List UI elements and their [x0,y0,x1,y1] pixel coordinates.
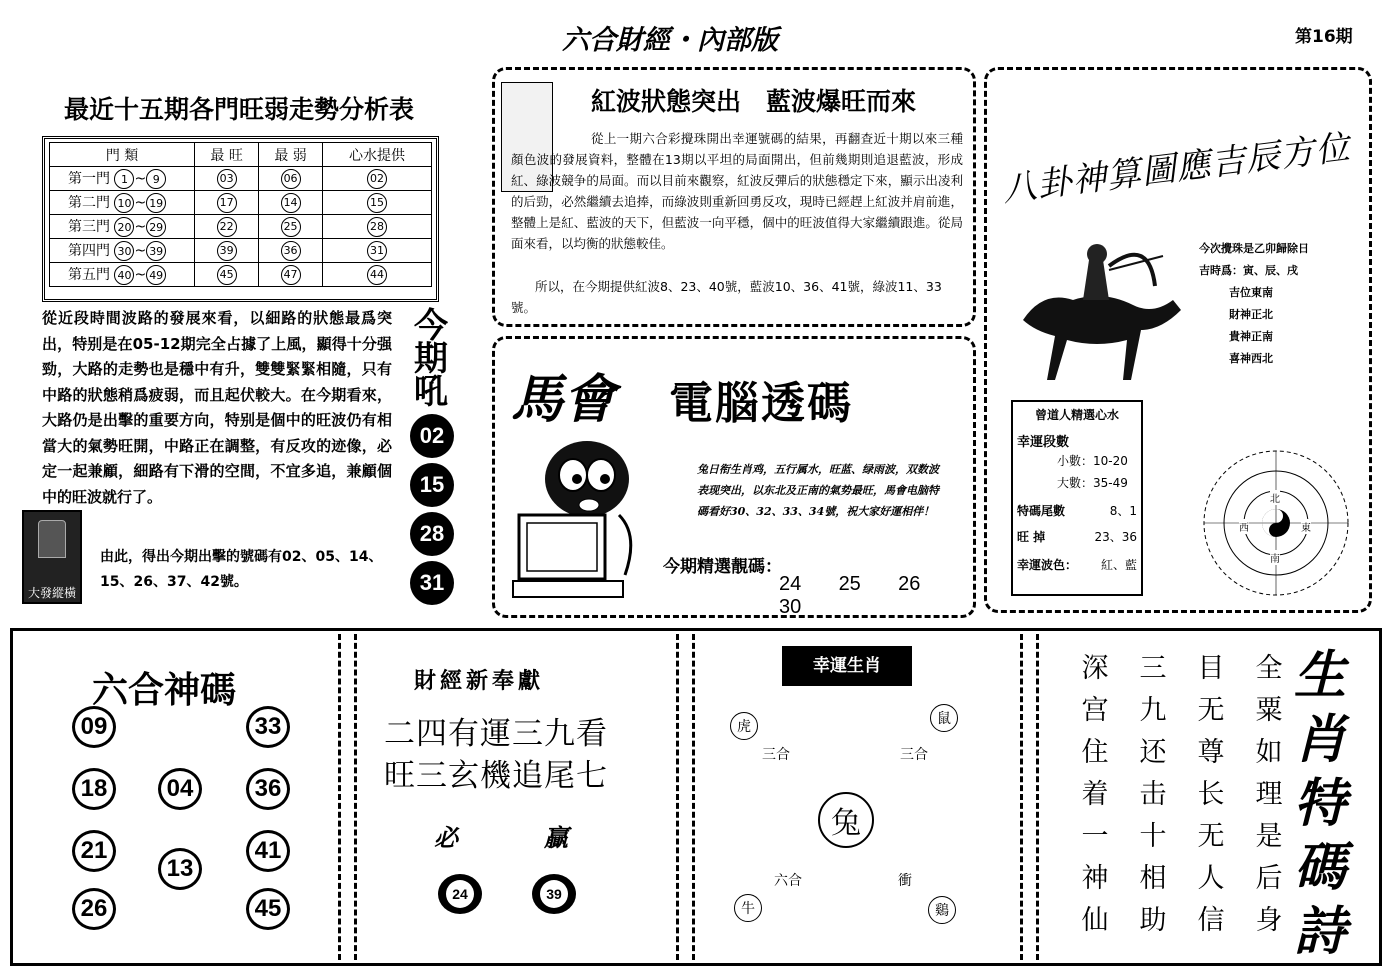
caijing-ball-inner: 39 [540,880,568,908]
gate-name: 第三門 [68,218,110,235]
tip-number: 31 [367,241,387,261]
gate-name: 第一門 [68,170,110,187]
hot-number: 22 [217,217,237,237]
archer-rider-image [1013,230,1203,390]
table-row: 第三門 20 ~ 29 22 25 28 [50,215,432,239]
caijing-ying: 贏 [544,823,568,852]
bagua-line: 吉時爲：寅、辰、戌 [1199,264,1298,277]
computer-number: 26 [898,573,921,595]
divider [1020,634,1023,960]
hot-number: 03 [217,169,237,189]
gate-to: 39 [146,241,166,261]
caijing-ball [532,874,576,914]
zodiac-sanhe-right: 三合 [900,747,928,763]
computer-text: 兔日衔生肖鸡，五行属水，旺蓝、绿雨波，双数波表现突出，以东北及正南的氣势最旺，馬會电脑特碼看好30、32、33、34號，祝大家好運相伴！ [697,463,939,518]
table-row: 第五門 40 ~ 49 45 47 44 [50,263,432,287]
bagua-box [984,67,1372,613]
divider [1036,634,1039,960]
caijing-bi: 必 [434,823,458,852]
trend-title: 最近十五期各門旺弱走勢分析表 [64,95,415,124]
bagua-line: 今次攪珠是乙卯歸除日 [1199,242,1309,255]
trend-header-row [50,143,432,167]
poem-column [1076,648,1114,942]
computer-number: 30 [779,596,802,618]
lucky-color-label: 幸運波色： [1017,558,1078,572]
caijing-ball-inner: 24 [446,880,474,908]
trend-conclusion: 由此，得出今期出擊的號碼有02、05、14、15、26、37、42號。 [100,549,383,590]
zodiac-liuhe: 六合 [774,873,802,889]
poem-title: 生肖特碼詩 [1293,645,1346,962]
computer-numbers [779,573,973,619]
divider [338,634,341,960]
shenma-ball: 21 [72,830,116,872]
caijing-title: 財經新奉獻 [414,668,545,694]
shenma-title: 六合神碼 [92,670,237,711]
shenma-ball: 09 [72,706,116,748]
col-gate: 門 類 [50,143,195,167]
lucky-hot-label: 旺 掉 [1017,530,1046,544]
shenma-ball: 13 [158,848,202,890]
cold-number: 25 [281,217,301,237]
lucky-title: 曾道人精選心水 [1034,408,1119,422]
badge-image [22,510,82,604]
gate-name: 第四門 [68,242,110,259]
wave-box [492,67,976,327]
lucky-color: 紅、藍 [1100,558,1137,572]
caijing-line2: 旺三玄機追尾七 [384,758,608,794]
tip-number: 15 [367,193,387,213]
header-title: 六合財經・內部版 [562,25,778,56]
shenma-ball: 41 [246,830,290,872]
shout-numbers [410,414,454,605]
gate-from: 10 [114,193,134,213]
computer-number: 24 [779,573,802,595]
caijing-line1: 二四有運三九看 [384,716,608,752]
tip-number: 28 [367,217,387,237]
zodiac-ox: 牛 [734,894,762,922]
tip-number: 02 [367,169,387,189]
cold-number: 47 [281,265,301,285]
zodiac-title: 幸運生肖 [782,646,912,686]
poem-column-text: 三九还击十相助 [1139,653,1167,936]
compass-west: 西 [1239,519,1249,534]
zodiac-center-rabbit: 兔 [818,792,874,848]
divider [354,634,357,960]
compass-south: 南 [1270,550,1280,565]
computer-number: 25 [838,573,861,595]
cold-number: 36 [281,241,301,261]
table-row: 第一門 1 ~ 9 03 06 02 [50,167,432,191]
shenma-ball: 04 [158,768,202,810]
lucky-big: 大數：35-49 [1057,476,1128,490]
lucky-card [1011,400,1143,596]
col-tip: 心水提供 [323,143,432,167]
gate-from: 30 [114,241,134,261]
col-hot: 最 旺 [195,143,259,167]
shenma-ball: 33 [246,706,290,748]
zodiac-sanhe-left: 三合 [762,747,790,763]
poem-column-text: 目无尊长无人信 [1197,653,1225,936]
wave-title: 紅波狀態突出 藍波爆旺而來 [591,87,917,116]
cold-number: 14 [281,193,301,213]
gate-to: 49 [146,265,166,285]
lucky-hot: 23、36 [1094,530,1137,544]
shout-label: 今期吼 [414,306,448,412]
trend-table [49,142,432,287]
zodiac-tiger: 虎 [730,712,758,740]
table-row: 第二門 10 ~ 19 17 14 15 [50,191,432,215]
lucky-small: 小數：10-20 [1057,454,1128,468]
shenma-ball: 36 [246,768,290,810]
computer-title-left: 馬會 [511,369,616,430]
bagua-title: 八卦神算圖應吉辰方位 [1000,127,1353,210]
gate-from: 1 [114,169,134,189]
computer-title-right: 電腦透碼 [669,378,853,429]
caijing-ball [438,874,482,914]
poem-column-text: 全粟如理是后身 [1255,653,1283,936]
hot-number: 45 [217,265,237,285]
shout-ball: 31 [410,561,454,605]
hot-number: 17 [217,193,237,213]
computer-box [492,336,976,618]
wave-tip: 所以，在今期提供紅波8、23、40號，藍波10、36、41號，綠波11、33號。 [511,279,942,315]
divider [692,634,695,960]
gate-name: 第二門 [68,194,110,211]
gate-from: 20 [114,217,134,237]
gate-from: 40 [114,265,134,285]
shout-ball: 02 [410,414,454,458]
zodiac-rooster: 鷄 [928,896,956,924]
divider [676,634,679,960]
poem-column-text: 深宫住着一神仙 [1081,653,1109,936]
gate-to: 29 [146,217,166,237]
issue-number: 第16期 [1295,27,1353,47]
trend-analysis: 從近段時間波路的發展來看，以細路的狀態最爲突出，特别是在05-12期完全占據了上風，顯得十分强勁，大路的走勢也是穩中有升，雙雙緊緊相隨，只有中路的狀態稍爲疲弱，而且起伏較大。在今期看來，大路仍是出擊的重要方向，特别是個中的旺波仍有相當大的氣勢旺開，中路正在調整，有反攻的迹像，必定一起兼顧，細路有下滑的空間，不宜多追，兼顧個中的旺波就行了。 [42,309,392,506]
bagua-line: 財神正北 [1229,308,1273,321]
poem-columns [1076,648,1288,942]
hot-number: 39 [217,241,237,261]
poem-column [1250,648,1288,942]
table-row: 第四門 30 ~ 39 39 36 31 [50,239,432,263]
bagua-line: 吉位東南 [1229,286,1273,299]
poem-column [1134,648,1172,942]
gate-name: 第五門 [68,266,110,283]
computer-label: 今期精選靚碼： [663,557,782,577]
cold-number: 06 [281,169,301,189]
compass-east: 東 [1301,519,1311,534]
bagua-line: 喜神西北 [1229,352,1273,365]
wave-body: 從上一期六合彩攪珠開出幸運號碼的結果，再翻查近十期以來三種顏色波的發展資料，整體在13期以平坦的局面開出，但前幾期則追退藍波，形成紅、綠波競争的局面。而以目前來觀察，紅波反彈后的狀態穩定下來，顯示出凌利的后勁，必然繼續去追捧，而綠波則重新回勇反攻，現時已經趕上紅波并肩前進，整體上是紅、藍波的天下，但藍波一向平穩，個中的旺波值得大家繼續跟進。從局面來看，以均衡的狀態較佳。 [511,131,963,251]
shout-ball: 15 [410,463,454,507]
poem-column [1192,648,1230,942]
zodiac-rat: 鼠 [930,704,958,732]
bagua-lines [1199,238,1369,370]
gate-to: 9 [146,169,166,189]
compass-north: 北 [1270,490,1280,505]
col-cold: 最 弱 [259,143,323,167]
shenma-ball: 26 [72,888,116,930]
badge-text: 大發縱橫 [27,586,76,600]
bagua-compass [1201,448,1351,598]
trend-table-frame [42,136,439,302]
shenma-ball: 45 [246,888,290,930]
shout-ball: 28 [410,512,454,556]
bagua-line: 貴神正南 [1229,330,1273,343]
tip-number: 44 [367,265,387,285]
zodiac-chong: 衝 [898,873,912,889]
computer-cartoon [509,435,659,605]
lucky-tail-label: 特碼尾數 [1017,504,1066,518]
shenma-ball: 18 [72,768,116,810]
gate-to: 19 [146,193,166,213]
lucky-tail: 8、1 [1109,504,1137,518]
lucky-segment-label: 幸運段數 [1017,435,1070,450]
